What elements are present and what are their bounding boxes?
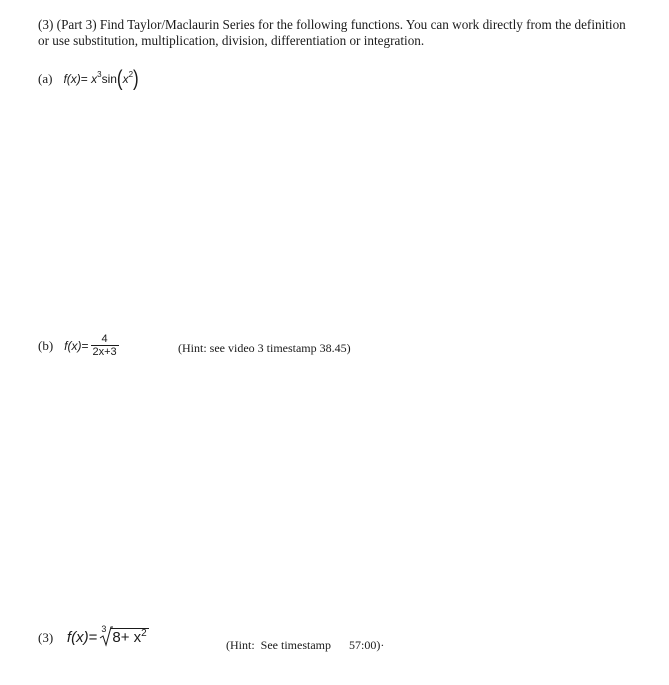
instructions-text: (3) (Part 3) Find Taylor/Maclaurin Series for the following functions. You can work directly from the definition or use substitution, multiplication, division, differentiation or integration. <box>38 17 626 48</box>
fraction-numerator: 4 <box>91 333 119 346</box>
exponent: 3 <box>97 70 102 79</box>
equals-sign: = <box>81 339 89 354</box>
equals-sign: = <box>88 629 98 646</box>
sin-function: sin <box>101 72 117 86</box>
radical-sign-icon <box>99 625 113 647</box>
radicand-expression: 8+ x <box>112 629 142 646</box>
cube-root <box>99 624 148 647</box>
function-name: f(x) <box>63 72 81 86</box>
variable-x: x <box>122 72 129 86</box>
fraction-denominator: 2x+3 <box>92 346 117 358</box>
variable-x: x <box>91 72 98 86</box>
trailing-mark: · <box>380 638 385 652</box>
problem-c-label: (3) <box>38 630 54 645</box>
problem-c <box>38 624 149 647</box>
problem-a-label: (a) <box>38 71 53 86</box>
problem-b <box>38 334 121 360</box>
right-paren: ) <box>133 66 139 91</box>
problem-c-formula <box>66 624 149 646</box>
exponent: 2 <box>128 70 134 79</box>
problem-c-hint <box>226 638 384 653</box>
left-paren: ( <box>116 66 123 91</box>
fraction <box>91 333 119 359</box>
function-name: f(x) <box>64 339 82 354</box>
function-name: f(x) <box>66 629 89 646</box>
equals-sign: = <box>80 72 88 86</box>
problem-a <box>38 66 139 91</box>
radicand <box>111 628 148 647</box>
problem-c-hint-text: (Hint: See timestamp 57:00) <box>226 638 381 652</box>
problem-b-formula <box>64 333 121 358</box>
exponent: 2 <box>141 628 147 639</box>
root-index: 3 <box>101 624 107 634</box>
problem-a-formula <box>63 66 139 91</box>
problem-b-hint: (Hint: see video 3 timestamp 38.45) <box>178 341 351 355</box>
problem-b-label: (b) <box>38 338 54 354</box>
